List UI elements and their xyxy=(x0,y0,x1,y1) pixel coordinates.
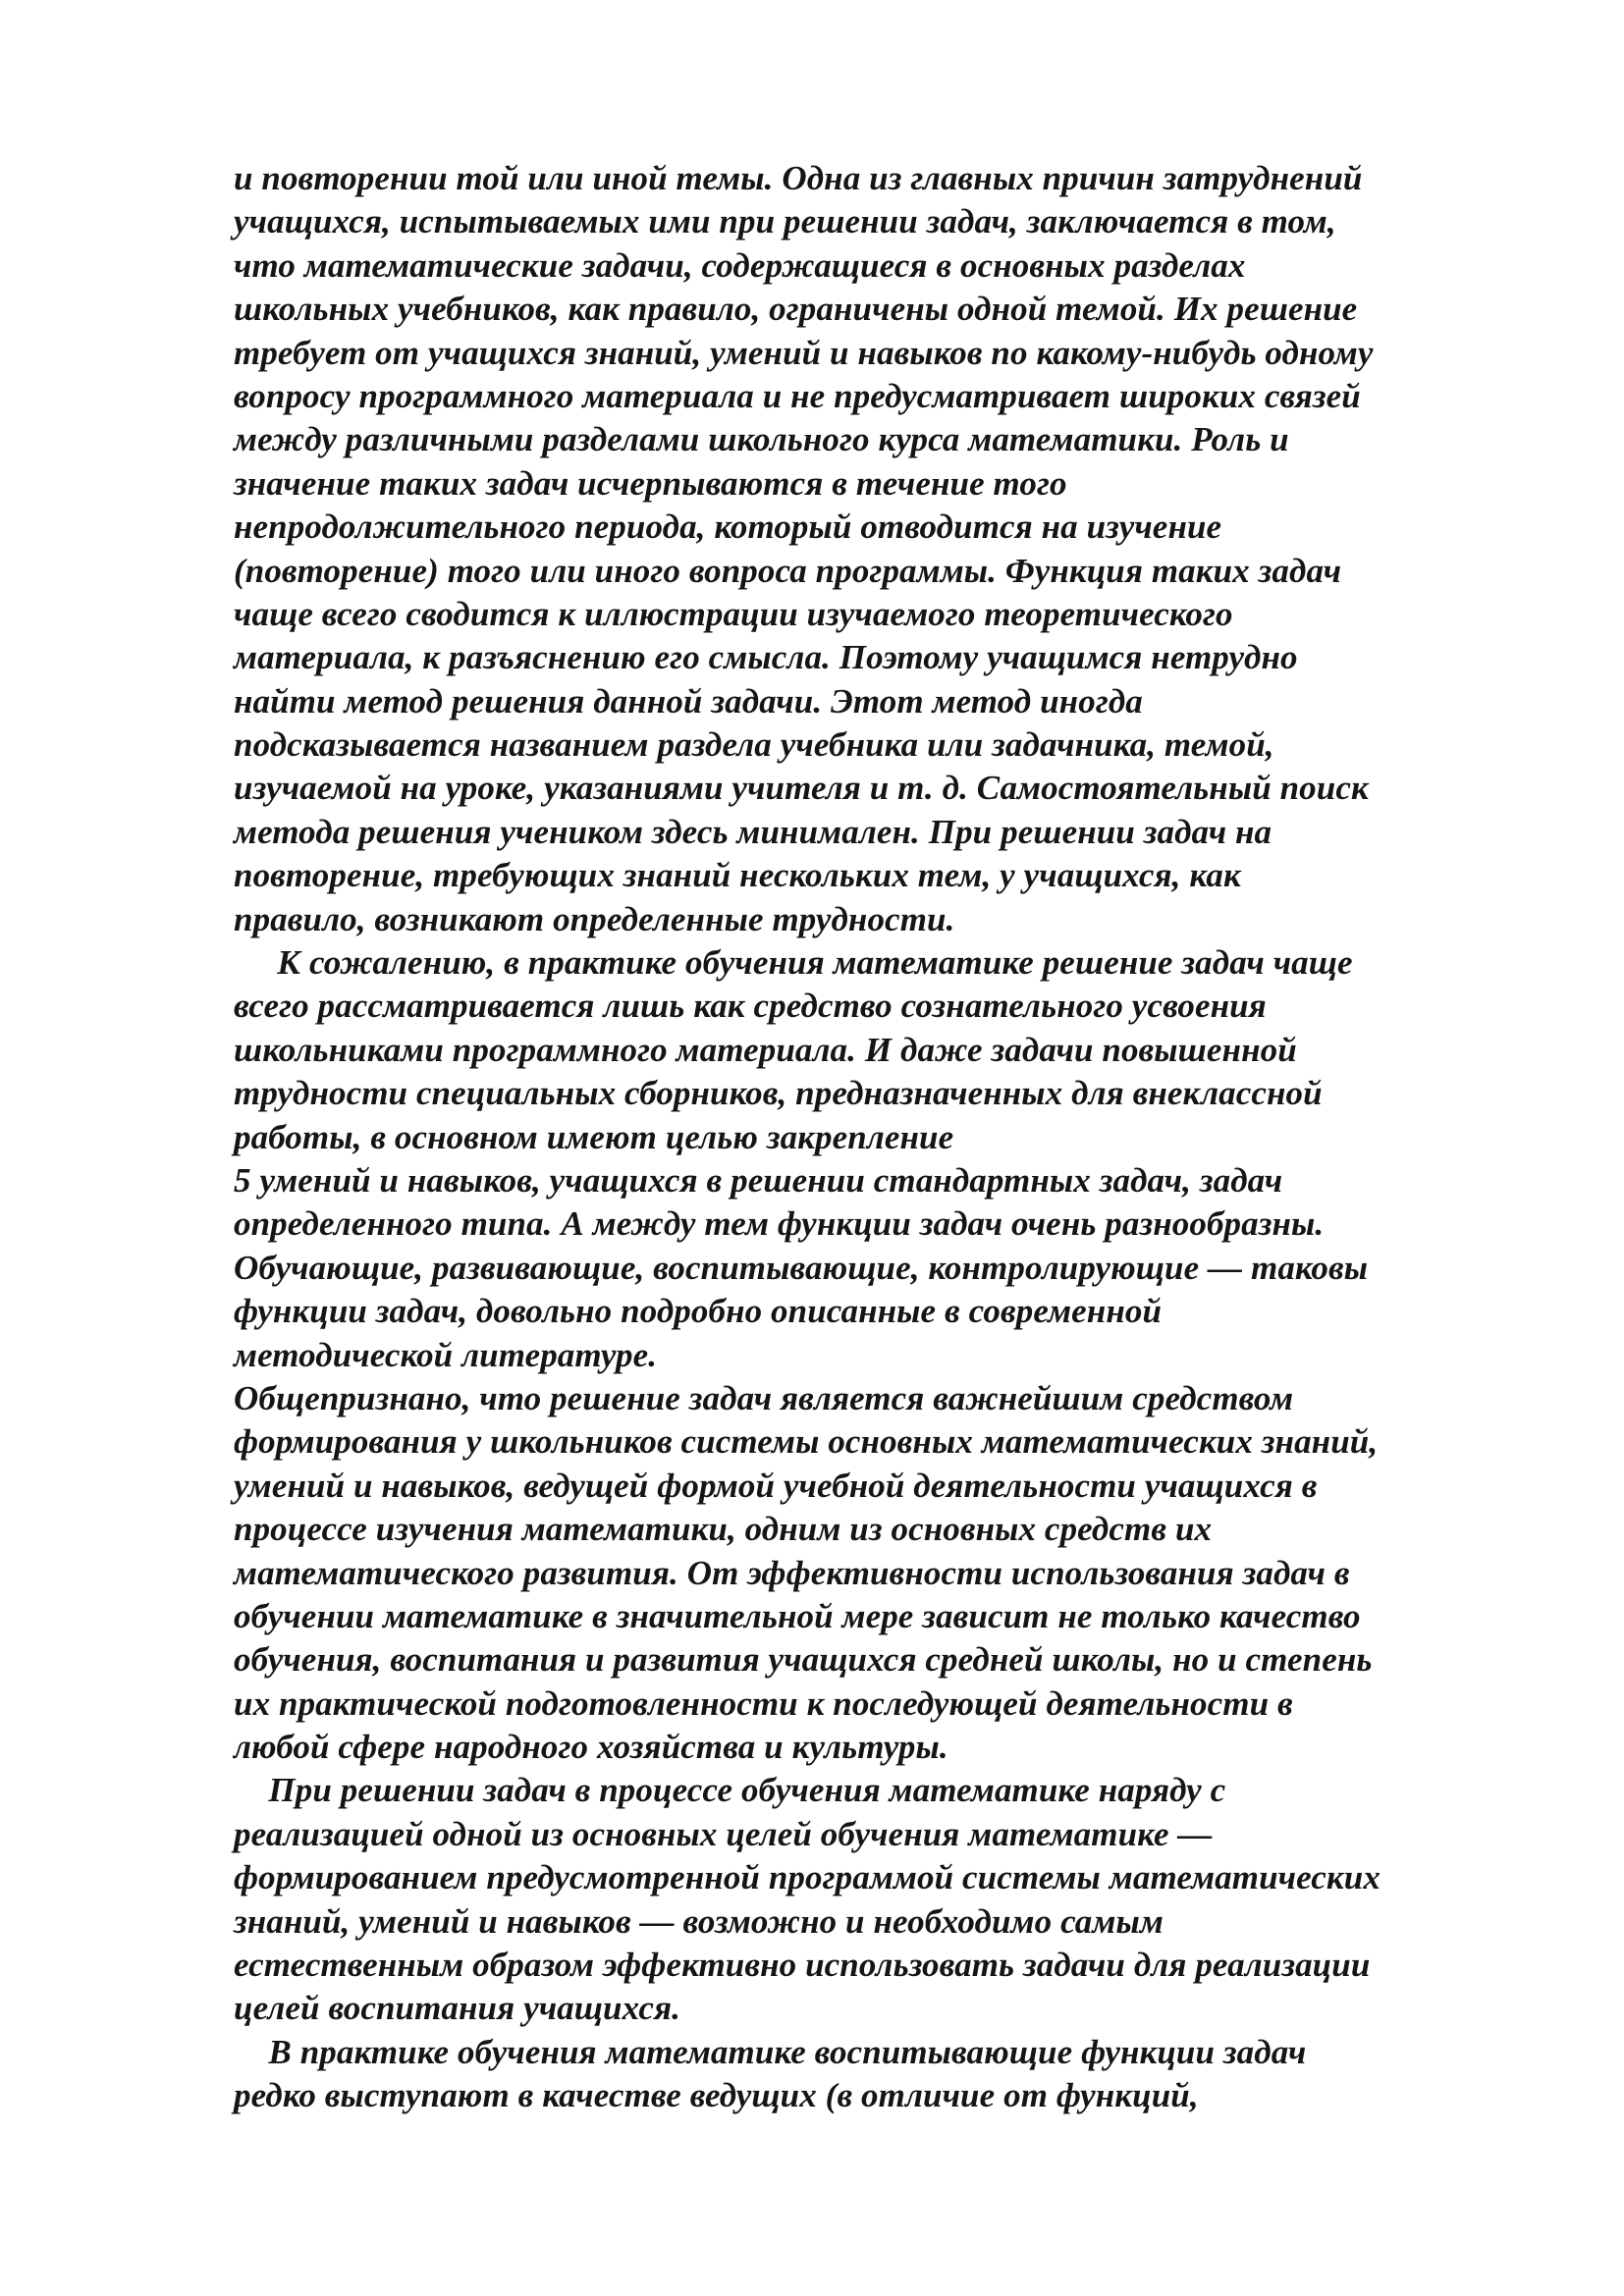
text-line: определенного типа. А между тем функции задач очень разнообразны. xyxy=(234,1204,1325,1244)
text-line: вопросу программного материала и не предусматривает широких связей xyxy=(234,376,1361,415)
text-line: что математические задачи, содержащиеся в основных разделах xyxy=(234,245,1246,285)
text-line: школьниками программного материала. И даже задачи повышенной xyxy=(234,1030,1297,1069)
text-line: изучаемой на уроке, указаниями учителя и т. д. Самостоятельный поиск xyxy=(234,769,1369,808)
text-line: требует от учащихся знаний, умений и навыков по какому-нибудь одному xyxy=(234,333,1374,372)
text-line: материала, к разъяснению его смысла. Поэтому учащимся нетрудно xyxy=(234,638,1298,677)
text-line: школьных учебников, как правило, ограничены одной темой. Их решение xyxy=(234,290,1358,329)
text-line: целей воспитания учащихся. xyxy=(234,1989,680,2028)
text-line: К сожалению, в практике обучения математике решение задач чаще xyxy=(234,943,1353,983)
text-line: повторение, требующих знаний нескольких тем, у учащихся, как xyxy=(234,856,1241,895)
text-line: функции задач, довольно подробно описанные в современной xyxy=(234,1292,1163,1331)
text-line: редко выступают в качестве ведущих (в отличие от функций, xyxy=(234,2076,1199,2115)
text-line: подсказывается названием раздела учебника или задачника, темой, xyxy=(234,725,1274,765)
text-line: Обучающие, развивающие, воспитывающие, контролирующие — таковы xyxy=(234,1248,1369,1287)
text-line: математического развития. От эффективности использования задач в xyxy=(234,1553,1350,1592)
text-line: значение таких задач исчерпываются в течение того xyxy=(234,463,1067,503)
text-line: найти метод решения данной задачи. Этот метод иногда xyxy=(234,681,1143,721)
text-line: всего рассматривается лишь как средство сознательного усвоения xyxy=(234,987,1267,1026)
text-line: Общепризнано, что решение задач является важнейшим средством xyxy=(234,1378,1294,1417)
text-line: формированием предусмотренной программой системы математических xyxy=(234,1858,1380,1897)
text-line: непродолжительного периода, который отводится на изучение xyxy=(234,507,1222,547)
text-line: метода решения учеником здесь минимален. При решении задач на xyxy=(234,812,1272,851)
text-line: (повторение) того или иного вопроса программы. Функция таких задач xyxy=(234,551,1342,590)
text-line: процессе изучения математики, одним из основных средств их xyxy=(234,1510,1213,1549)
text-line: реализацией одной из основных целей обучения математике — xyxy=(234,1814,1213,1853)
text-line: трудности специальных сборников, предназначенных для внеклассной xyxy=(234,1074,1323,1113)
text-line: их практической подготовленности к последующей деятельности в xyxy=(234,1683,1293,1723)
text-line: знаний, умений и навыков — возможно и необходимо самым xyxy=(234,1901,1164,1941)
text-line: любой сфере народного хозяйства и культуры. xyxy=(234,1728,948,1767)
text-line: и повторении той или иной темы. Одна из главных причин затруднений xyxy=(234,159,1363,197)
text-line: В практике обучения математике воспитывающие функции задач xyxy=(234,2032,1307,2071)
text-line: методической литературе. xyxy=(234,1335,658,1374)
text-line: правило, возникают определенные трудности. xyxy=(234,899,955,938)
text-line: естественным образом эффективно использовать задачи для реализации xyxy=(234,1946,1371,1985)
text-line: 5 умений и навыков, учащихся в решении стандартных задач, задач xyxy=(234,1160,1283,1200)
text-line: учащихся, испытываемых ими при решении задач, заключается в том, xyxy=(234,202,1336,241)
text-line: При решении задач в процессе обучения математике наряду с xyxy=(234,1771,1226,1810)
text-line: обучения, воспитания и развития учащихся средней школы, но и степень xyxy=(234,1640,1373,1680)
text-line: между различными разделами школьного курса математики. Роль и xyxy=(234,420,1289,459)
text-line: работы, в основном имеют целью закрепление xyxy=(234,1117,954,1156)
text-line: чаще всего сводится к иллюстрации изучаемого теоретического xyxy=(234,594,1233,633)
body-text xyxy=(234,157,1589,2118)
text-line: обучении математике в значительной мере зависит не только качество xyxy=(234,1596,1361,1635)
text-line: формирования у школьников системы основных математических знаний, xyxy=(234,1422,1379,1462)
text-line: умений и навыков, ведущей формой учебной деятельности учащихся в xyxy=(234,1466,1318,1505)
